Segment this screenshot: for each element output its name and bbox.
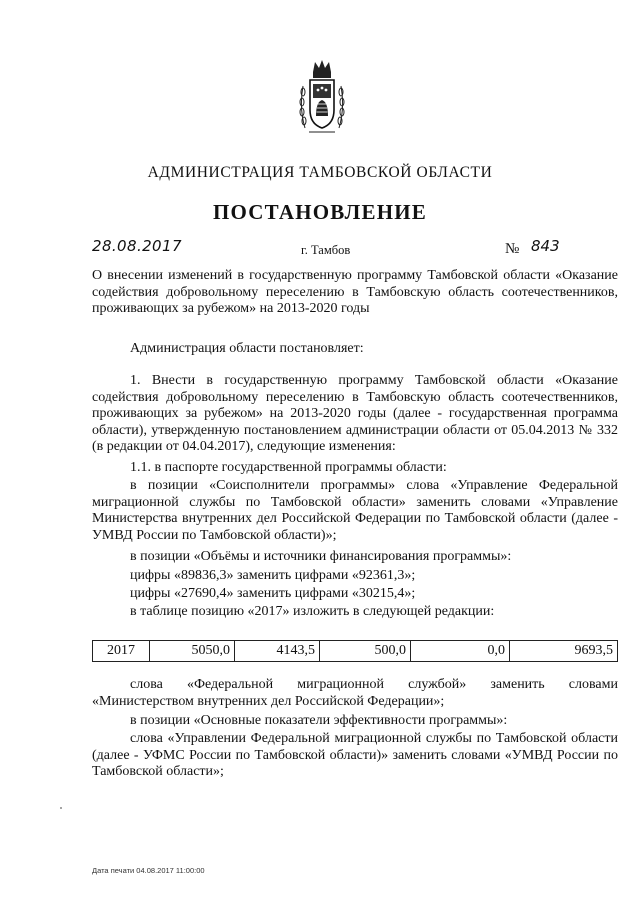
- tambov-region-coat-of-arms-icon: [297, 58, 347, 136]
- paragraph-preamble: Администрация области постановляет:: [130, 341, 364, 356]
- paragraph-figures-2: цифры «27690,4» заменить цифрами «30215,4»;: [130, 586, 416, 601]
- table-row: [93, 641, 618, 662]
- table-cell: 4143,5: [235, 641, 320, 662]
- city-label: г. Тамбов: [301, 243, 351, 257]
- table-cell-year: 2017: [93, 641, 150, 662]
- paragraph-co-executors: в позиции «Соисполнители программы» слова «Управление Федеральной миграционной службы по Тамбовской области» заменить словами «Управление Министерства внутренних дел Российской Федерации по Тамбовской области (далее - УМВД России по Тамбовской области)»;: [92, 478, 618, 543]
- table-cell: 0,0: [411, 641, 510, 662]
- paragraph-indicators: в позиции «Основные показатели эффективности программы»:: [130, 713, 508, 728]
- coat-of-arms-emblem: [297, 58, 347, 136]
- table-cell: 5050,0: [150, 641, 235, 662]
- paragraph-item-1-1: 1.1. в паспорте государственной программы области:: [130, 460, 447, 475]
- handwritten-date: 28.08.2017: [92, 237, 182, 255]
- paragraph-replace-ufms: слова «Управлении Федеральной миграционной службы по Тамбовской области (далее - УФМС России по Тамбовской области)» заменить словами «УМВД России по Тамбовской области»;: [92, 731, 618, 779]
- margin-dot: [60, 807, 62, 809]
- number-label: №: [505, 241, 520, 257]
- table-cell: 500,0: [320, 641, 411, 662]
- handwritten-number: 843: [531, 237, 560, 255]
- print-date-footer: Дата печати 04.08.2017 11:00:00: [92, 866, 205, 875]
- document-subject: О внесении изменений в государственную программу Тамбовской области «Оказание содействия добровольному переселению в Тамбовскую область соотечественников, проживающих за рубежом» на 2013-2020 годы: [92, 268, 618, 316]
- document-type-title: ПОСТАНОВЛЕНИЕ: [212, 200, 428, 224]
- agency-name: АДМИНИСТРАЦИЯ ТАМБОВСКОЙ ОБЛАСТИ: [147, 164, 493, 181]
- paragraph-replace-words: слова «Федеральной миграционной службой» заменить словами «Министерством внутренних дел Российской Федерации»;: [92, 677, 618, 709]
- table-cell-total: 9693,5: [510, 641, 618, 662]
- paragraph-financing: в позиции «Объёмы и источники финансирования программы»:: [130, 549, 512, 564]
- paragraph-item-1: 1. Внести в государственную программу Тамбовской области «Оказание содействия добровольному переселению в Тамбовскую область соотечественников, проживающих за рубежом» на 2013-2020 годы (далее - государственная программа области), утвержденную постановлением администрации области от 05.04.2013 № 332 (в редакции от 04.04.2017), следующие изменения:: [92, 373, 618, 454]
- paragraph-table-intro: в таблице позицию «2017» изложить в следующей редакции:: [130, 604, 495, 619]
- financing-table: [92, 640, 618, 662]
- paragraph-figures-1: цифры «89836,3» заменить цифрами «92361,3»;: [130, 568, 416, 583]
